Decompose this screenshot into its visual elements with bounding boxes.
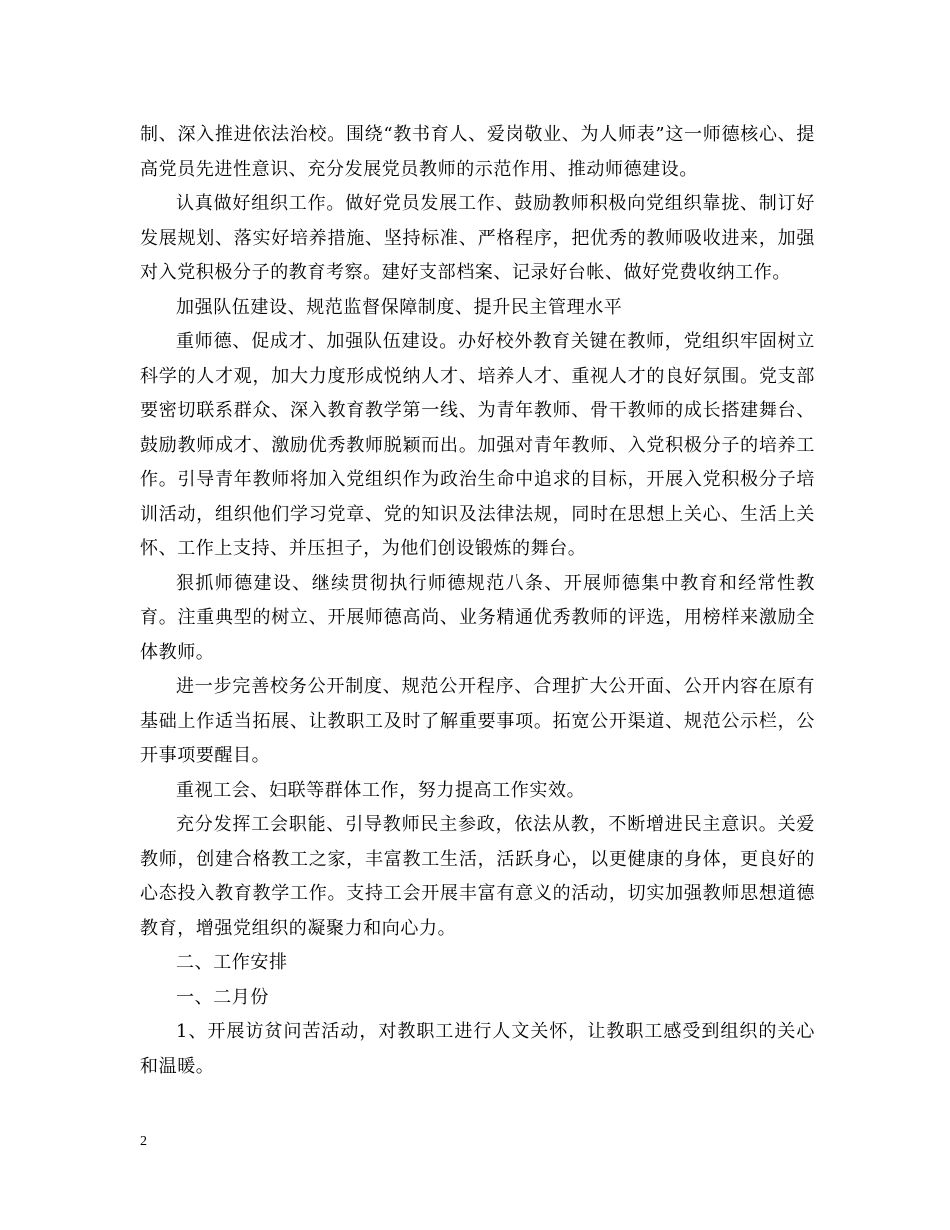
paragraph: 进一步完善校务公开制度、规范公开程序、合理扩大公开面、公开内容在原有基础上作适当拓展、让教职工及时了解重要事项。拓宽公开渠道、规范公示栏，公开事项要醒目。 [140, 676, 815, 766]
paragraph: 加强队伍建设、规范监督保障制度、提升民主管理水平 [176, 296, 623, 318]
paragraph: 重视工会、妇联等群体工作，努力提高工作实效。 [176, 779, 586, 801]
subsection-heading: 一、二月份 [176, 986, 269, 1008]
document-body [140, 118, 815, 1084]
paragraph: 狠抓师德建设、继续贯彻执行师德规范八条、开展师德集中教育和经常性教育。注重典型的树立、开展师德高尚、业务精通优秀教师的评选，用榜样来激励全体教师。 [140, 572, 815, 663]
page-number: 2 [140, 1134, 147, 1149]
paragraph: 1、开展访贫问苦活动，对教职工进行人文关怀，让教职工感受到组织的关心和温暖。 [140, 1021, 815, 1077]
section-heading: 二、工作安排 [176, 952, 288, 973]
paragraph: 重师德、促成才、加强队伍建设。办好校外教育关键在教师，党组织牢固树立科学的人才观，加大力度形成悦纳人才、培养人才、重视人才的良好氛围。党支部要密切联系群众、深入教育教学第一线、为青年教师、骨干教师的成长搭建舞台、鼓励教师成才、激励优秀教师脱颖而出。加强对青年教师、入党积极分子的培养工作。引导青年教师将加入党组织作为政治生命中追求的目标，开展入党积极分子培训活动，组织他们学习党章、党的知识及法律法规，同时在思想上关心、生活上关怀、工作上支持、并压担子，为他们创设锻炼的舞台。 [140, 331, 815, 559]
paragraph: 制、深入推进依法治校。围绕“教书育人、爱岗敬业、为人师表”这一师德核心、提高党员先进性意识、充分发展党员教师的示范作用、推动师德建设。 [140, 124, 815, 180]
paragraph: 充分发挥工会职能、引导教师民主参政，依法从教，不断增进民主意识。关爱教师，创建合格教工之家，丰富教工生活，活跃身心，以更健康的身体，更良好的心态投入教育教学工作。支持工会开展丰富有意义的活动，切实加强教师思想道德教育，增强党组织的凝聚力和向心力。 [140, 814, 815, 939]
paragraph: 认真做好组织工作。做好党员发展工作、鼓励教师积极向党组织靠拢、制订好发展规划、落实好培养措施、坚持标准、严格程序，把优秀的教师吸收进来，加强对入党积极分子的教育考察。建好支部档案、记录好台帐、做好党费收纳工作。 [140, 193, 815, 283]
